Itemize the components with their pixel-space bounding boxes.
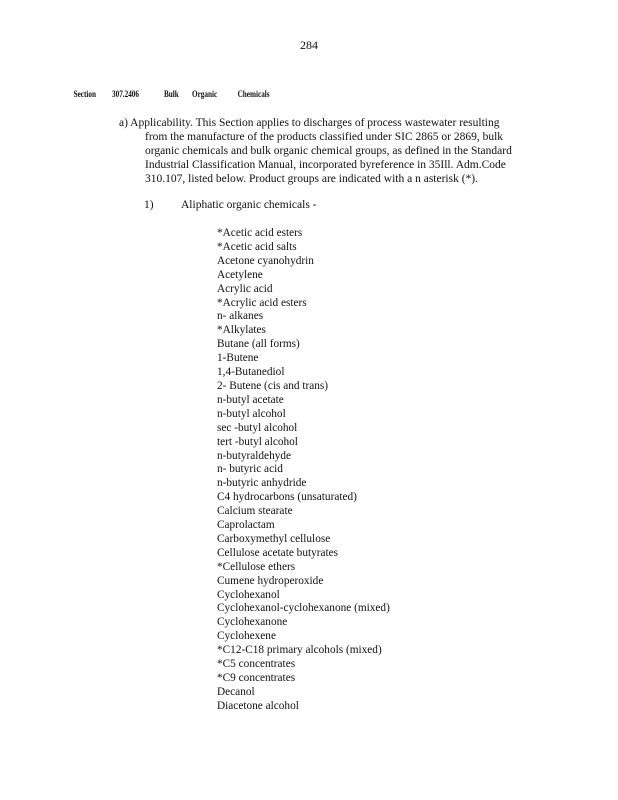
chemical-item: Cyclohexanone <box>217 616 288 629</box>
chemical-item: *Alkylates <box>217 324 266 337</box>
paragraph-line: Industrial Classification Manual, incorporated byreference in 35Ill. Adm.Code <box>145 159 506 171</box>
chemical-item: Acrylic acid <box>217 282 273 295</box>
chemical-item: sec -butyl alcohol <box>217 421 298 434</box>
section-title-word: Bulk <box>164 89 179 99</box>
chemical-item: Carboxymethyl cellulose <box>217 532 331 545</box>
paragraph-line: organic chemicals and bulk organic chemical groups, as defined in the Standard <box>145 145 512 157</box>
chemical-item: Acetone cyanohydrin <box>217 254 314 267</box>
chemical-item: *Acetic acid esters <box>217 227 303 239</box>
chemical-item: 1,4-Butanediol <box>217 366 285 379</box>
section-title-word: Chemicals <box>237 89 270 99</box>
chemical-item: 2- Butene (cis and trans) <box>217 379 329 392</box>
chemical-item: *Acetic acid salts <box>217 240 297 253</box>
chemical-item: *Cellulose ethers <box>217 560 296 573</box>
paragraph-line: a) Applicability. This Section applies to discharges of process wastewater resulting <box>119 117 500 129</box>
applicability-paragraph <box>119 116 529 186</box>
section-title-word: Organic <box>192 89 218 99</box>
chemical-item: n- alkanes <box>217 310 264 323</box>
chemical-item: Butane (all forms) <box>217 338 300 351</box>
chemical-item: C4 hydrocarbons (unsaturated) <box>217 491 357 504</box>
paragraph-line: 310.107, listed below. Product groups are indicated with a n asterisk (*). <box>145 173 479 185</box>
chemical-item: Calcium stearate <box>217 505 293 518</box>
chemical-item: Cumene hydroperoxide <box>217 574 324 587</box>
chemical-item: Decanol <box>217 685 255 698</box>
subsection-heading <box>144 199 317 211</box>
chemical-item: Cyclohexene <box>217 630 276 643</box>
chemical-item: Cellulose acetate butyrates <box>217 546 339 559</box>
chemical-item: *C12-C18 primary alcohols (mixed) <box>217 644 382 657</box>
section-number: 307.2406 <box>112 89 139 99</box>
chemical-item: n-butyl alcohol <box>217 407 286 420</box>
chemical-item: Diacetone alcohol <box>217 699 299 712</box>
chemical-item: *Acrylic acid esters <box>217 296 307 309</box>
chemical-item: *C9 concentrates <box>217 672 296 684</box>
section-header <box>0 89 494 103</box>
chemical-list <box>217 227 390 714</box>
chemical-item: n-butyraldehyde <box>217 449 292 462</box>
chemical-item: 1-Butene <box>217 352 259 365</box>
chemical-item: n- butyric acid <box>217 463 283 476</box>
subsection-title: Aliphatic organic chemicals - <box>181 199 317 211</box>
paragraph-line: from the manufacture of the products classified under SIC 2865 or 2869, bulk <box>145 131 504 143</box>
chemical-item: Acetylene <box>217 268 263 281</box>
chemical-item: n-butyl acetate <box>217 393 284 406</box>
chemical-item: Cyclohexanol <box>217 588 280 601</box>
chemical-item: Caprolactam <box>217 519 275 532</box>
chemical-item: *C5 concentrates <box>217 658 296 671</box>
section-label: Section <box>73 89 96 99</box>
chemical-item: n-butyric anhydride <box>217 477 307 490</box>
chemical-item: tert -butyl alcohol <box>217 435 298 448</box>
page-number: 284 <box>300 38 318 52</box>
chemical-item: Cyclohexanol-cyclohexanone (mixed) <box>217 602 390 615</box>
subsection-number: 1) <box>144 199 154 211</box>
